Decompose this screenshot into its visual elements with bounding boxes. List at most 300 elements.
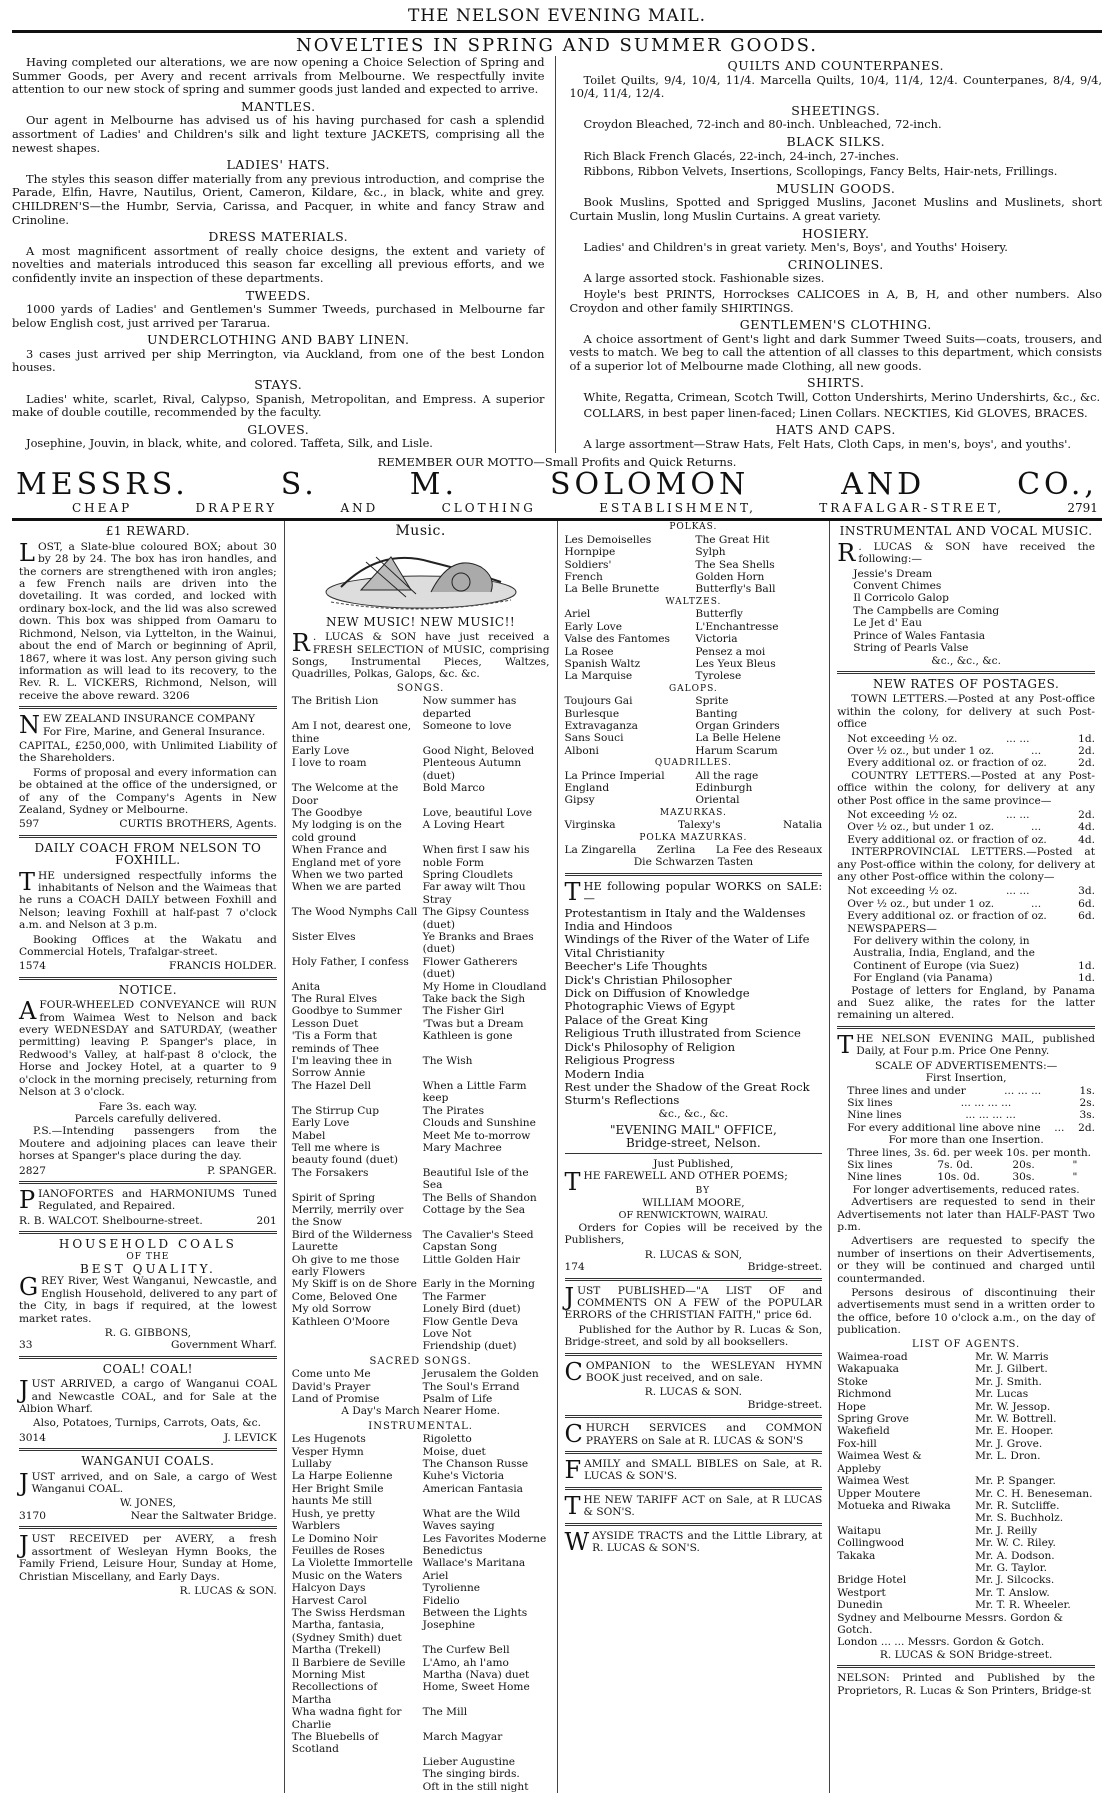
office-name: "EVENING MAIL" OFFICE, xyxy=(609,1123,777,1138)
divider xyxy=(19,1181,277,1184)
polka-item: Sylph xyxy=(695,546,726,559)
agent-place: Waimea West & Appleby xyxy=(837,1450,922,1475)
rate-dots: ... ... xyxy=(1005,808,1030,821)
advert-heading: UNDERCLOTHING AND BABY LINEN. xyxy=(147,332,410,348)
instrumental-item: Martha (Nava) duet xyxy=(422,1668,530,1681)
polka-item: Butterfly's Ball xyxy=(695,583,776,596)
agent-place: Waimea West xyxy=(837,1475,909,1488)
farewell-of: OF RENWICKTOWN, WAIRAU. xyxy=(618,1209,769,1221)
column-1 xyxy=(12,521,285,1793)
agents-lucas: R. LUCAS & SON Bridge-street. xyxy=(879,1648,1053,1661)
rate-dots: ... xyxy=(1031,821,1042,834)
waltzes-heading: WALTZES. xyxy=(665,596,722,607)
agents-heading: LIST OF AGENTS. xyxy=(912,1338,1021,1350)
rate: 1d. xyxy=(1078,972,1095,985)
advert-paragraph: The styles this season differ materially from any previous introduction, and comprise the Parade, Elfin, Havre, Nautilus, Orient, Cameron, Kildare, &c., in black, white and grey. CHILDREN'S—the Humbr, Servia, Carissa, and Pacquer, in white and fancy Straw and Crinoline. xyxy=(12,171,545,227)
agent-name: Mr. S. Buchholz. xyxy=(975,1512,1064,1525)
instrumental-item: Lullaby xyxy=(291,1458,332,1471)
notice-owner: P. SPANGER. xyxy=(207,1164,277,1177)
office-place: Bridge-street, Nelson. xyxy=(626,1135,761,1150)
advert-heading: CRINOLINES. xyxy=(787,256,884,272)
coach-text: HE undersigned respectfully informs the inhabitants of Nelson and the Waimeas that he runs a COACH DAILY between Foxhill and Nelson; leaving Foxhill at half-past 7 o'clock a.m. and Nelson at 3 p.m. xyxy=(19,869,277,932)
country-rate-row xyxy=(847,809,1095,821)
scale-row xyxy=(847,1085,1095,1097)
polka-mazurka-last: Die Schwarzen Tasten xyxy=(633,856,754,869)
ad-number: 3014 xyxy=(19,1431,46,1444)
divider xyxy=(19,1526,277,1529)
advert-right-column xyxy=(570,56,1103,453)
advert-heading: HATS AND CAPS. xyxy=(775,422,896,438)
agent-place: Stoke xyxy=(837,1375,868,1388)
coal-owner: J. LEVICK xyxy=(223,1431,277,1444)
song-item: I'm leaving thee in Sorrow Annie xyxy=(291,1055,392,1080)
agent-row xyxy=(837,1388,1095,1400)
divider xyxy=(19,1231,277,1234)
coal-text-2: Also, Potatoes, Turnips, Carrots, Oats, &c. xyxy=(33,1417,261,1430)
country-rate-row xyxy=(847,834,1095,846)
instrumental-item: Martha (Trekell) xyxy=(291,1644,381,1657)
galops-list xyxy=(565,695,823,757)
firm-name xyxy=(16,469,1098,501)
song-item: When first I saw his noble Form xyxy=(422,844,530,869)
advert-heading: STAYS. xyxy=(254,377,303,393)
solomon-advert xyxy=(12,56,1102,453)
instrumental-item: Halcyon Days xyxy=(291,1582,366,1595)
divider xyxy=(565,1487,823,1490)
rate-dots: ... ... ... xyxy=(1004,1084,1042,1097)
song-item: Meet Me to-morrow xyxy=(422,1129,531,1142)
newspapers-for: For delivery within the colony, in Australia, India, England, and the Continent of Europe (via Suez) xyxy=(853,935,1035,972)
instrumental-item: Benedictus xyxy=(422,1544,483,1557)
instrumental-item: The Bluebells of Scotland xyxy=(291,1731,379,1756)
song-item: The Wood Nymphs Call xyxy=(291,906,418,919)
agent-name: Mr. J. Smith. xyxy=(975,1375,1042,1388)
song-item: Lesson Duet xyxy=(291,1017,359,1030)
column-4 xyxy=(830,521,1102,1793)
agent-dots xyxy=(957,1450,975,1475)
advert-paragraph: A choice assortment of Gent's light and dark Summer Tweed Suits—coats, trousers, and vests to match. We beg to call the attention of all classes to this department, which consists of a superior lot of Melbourne made Clothing, all new goods. xyxy=(569,331,1102,373)
agent-place xyxy=(837,1512,957,1524)
new-music-heading: NEW MUSIC! NEW MUSIC!! xyxy=(326,614,516,629)
advert-motto: REMEMBER OUR MOTTO—Small Profits and Quick Returns. xyxy=(377,455,737,470)
interprovincial-rate-row xyxy=(847,910,1095,922)
insurance-text: Forms of proposal and every information can be obtained at the office of the undersigned, or of any of the Company's Agents in New Zealand, Sydney or Melbourne. xyxy=(19,766,277,816)
instrumental-item: Lieber Augustine xyxy=(422,1755,516,1768)
firm-sub-word: ESTABLISHMENT, xyxy=(599,501,756,516)
song-item: Spirit of Spring xyxy=(291,1191,376,1204)
galop-item: Organ Grinders xyxy=(695,719,780,732)
town-rate-row xyxy=(847,733,1095,745)
polka-item: The Great Hit xyxy=(695,533,770,546)
rate-value: 2s. xyxy=(1079,1096,1095,1109)
drop-cap: W xyxy=(564,1527,590,1556)
song-item: Clouds and Sunshine xyxy=(422,1117,536,1130)
ad-number: 201 xyxy=(256,1214,277,1227)
insurance-title: EW ZEALAND INSURANCE COMPANY xyxy=(43,713,255,726)
galop-item: Burlesque xyxy=(564,707,620,720)
rate-dots: ... ... ... ... xyxy=(960,1096,1012,1109)
drop-cap: G xyxy=(19,1273,39,1302)
song-item: Love, beautiful Love xyxy=(422,806,533,819)
drop-cap: T xyxy=(564,1168,581,1197)
advert-paragraph: Ladies' and Children's in great variety. Men's, Boys', and Youths' Hoisery. xyxy=(583,240,1008,255)
waltz-item: Tyrolese xyxy=(695,670,742,683)
longer-ads: For longer advertisements, reduced rates. xyxy=(852,1183,1080,1196)
hymn-text: UST RECEIVED per AVERY, a fresh assortment of Wesleyan Hymn Books, the Family Friend, Leisure Hour, Sunday at Home, Christian Miscellany, and Early Days. xyxy=(19,1533,277,1583)
coals-place: Government Wharf. xyxy=(171,1339,277,1352)
song-item: Cottage by the Sea xyxy=(422,1203,526,1216)
agent-place: Richmond xyxy=(837,1388,892,1401)
agent-name: Mr. W. Bottrell. xyxy=(975,1413,1057,1426)
instrumental-item: Hush, ye pretty Warblers xyxy=(291,1507,376,1533)
agent-dots xyxy=(957,1363,975,1375)
reward-text: OST, a Slate-blue coloured BOX; about 30 by 28 by 24. The box has iron handles, and the corners are strengthened with iron angles; a few French nails are driven into the dovetailing. It was corded, and locked with ordinary box-lock, and the lid was also screwed down. This box was shipped from Oamaru to Richmond, Nelson, via Lyttelton, in the Wainui, about the end of March or beginning of April, 1867, where it was lost. Any person giving such information as will lead to its recovery, to the Rev. R. L. VICKERS, Richmond, Nelson, will receive the above reward. xyxy=(19,540,277,702)
song-item: Someone to love xyxy=(422,720,512,733)
song-item xyxy=(292,1340,419,1352)
agent-place: Hope xyxy=(837,1400,866,1413)
work-item: Windings of the River of the Water of Life xyxy=(564,932,810,947)
instrumental-item: Ariel xyxy=(422,1569,449,1582)
rate-label: Not exceeding ½ oz. xyxy=(847,808,958,821)
mazurkas-heading: MAZURKAS. xyxy=(659,807,727,818)
polkas-heading: POLKAS. xyxy=(669,522,718,533)
song-item: The Stirrup Cup xyxy=(291,1104,379,1117)
instrumental-vocal-list xyxy=(837,568,1095,655)
quadrille-item: All the rage xyxy=(695,769,759,782)
advert-paragraph: Rich Black French Glacés, 22-inch, 24-inch, 27-inches. xyxy=(583,148,900,163)
songs-heading: SONGS. xyxy=(396,682,445,694)
firm-word: S. xyxy=(280,467,318,503)
song-item: I love to roam xyxy=(291,757,367,770)
divider xyxy=(565,1153,823,1154)
country-rate-row xyxy=(847,821,1095,833)
song-item: Ye Branks and Braes (duet) xyxy=(422,931,534,956)
instrumental-item: Martha, fantasia, (Sydney Smith) duet xyxy=(291,1619,402,1644)
firm-subtitle xyxy=(72,501,1098,515)
instrumental-item: La Violette Immortelle xyxy=(291,1557,413,1570)
drop-cap: P xyxy=(19,1185,36,1214)
drop-cap: T xyxy=(564,877,581,906)
work-item: Palace of the Great King xyxy=(564,1012,709,1027)
waltz-item: La Marquise xyxy=(564,670,633,683)
errors-text: UST PUBLISHED—"A LIST OF and COMMENTS ON A FEW of the POPULAR ERRORS of the CHRISTIAN FAITH," price 6d. xyxy=(564,1284,823,1322)
advert-paragraph: Josephine, Jouvin, in black, white, and colored. Taffeta, Silk, and Lisle. xyxy=(26,436,433,451)
scale-rates xyxy=(837,1085,1095,1135)
mazurka-item: Natalia xyxy=(782,819,823,832)
instrumental-item: The Chanson Russe xyxy=(422,1458,529,1471)
agent-dots xyxy=(957,1438,975,1450)
song-item: The Goodbye xyxy=(291,806,363,819)
galop-item: Alboni xyxy=(564,744,599,757)
agent-dots xyxy=(957,1537,975,1549)
wanganui-text: UST arrived, and on Sale, a cargo of West Wanganui COAL. xyxy=(31,1470,277,1496)
song-item: Early in the Morning xyxy=(422,1278,535,1291)
agent-name: Mr. T. R. Wheeler. xyxy=(975,1599,1071,1612)
instrumental-item: Wha wadna fight for Charlie xyxy=(291,1706,402,1731)
quadrilles-list xyxy=(565,770,823,807)
tariff-text: HE NEW TARIFF ACT on Sale, at R LUCAS & SON'S. xyxy=(583,1493,823,1519)
instrumental-item: Morning Mist xyxy=(291,1668,366,1681)
agent-dots xyxy=(957,1562,975,1574)
reward-title: £1 REWARD. xyxy=(105,524,191,539)
scale-row xyxy=(847,1109,1095,1121)
ad-number: 597 xyxy=(19,818,40,831)
song-item: The British Lion xyxy=(291,695,379,708)
galop-item: Sprite xyxy=(695,695,729,708)
agent-row xyxy=(837,1488,1095,1500)
rate-dots: ... ... xyxy=(1005,732,1030,745)
agent-place: Wakefield xyxy=(837,1425,890,1438)
music-intro: . LUCAS & SON have just received a FRESH SELECTION of MUSIC, comprising Songs, Instrumental Pieces, Waltzes, Quadrilles, Polkas, Galops, &c. &c. xyxy=(291,631,550,681)
works-intro: HE following popular WORKS on SALE:— xyxy=(583,878,823,906)
interprovincial-rate-row xyxy=(847,885,1095,897)
farewell-author: WILLIAM MOORE, xyxy=(642,1197,745,1210)
rate: 20s. xyxy=(1012,1158,1035,1171)
agent-place: Westport xyxy=(837,1586,886,1599)
advertiser-note-2: Advertisers are requested to specify the number of insertions on their Advertisements, or they will be continued and charged until countermanded. xyxy=(837,1235,1095,1285)
agent-name: Mr. W. Jessop. xyxy=(975,1400,1051,1413)
rate-label: Six lines xyxy=(847,1096,893,1109)
rate-label: Not exceeding ½ oz. xyxy=(847,885,958,898)
firm-sub-word: AND xyxy=(340,501,379,516)
firm-word: AND xyxy=(841,467,926,503)
drop-cap: C xyxy=(564,1357,583,1386)
song-item: The Hazel Dell xyxy=(291,1079,371,1092)
rate-label: For every additional line above nine xyxy=(847,1121,1041,1134)
waltzes-list xyxy=(565,608,823,682)
advert-paragraph: Having completed our alterations, we are now opening a Choice Selection of Spring and Summer Goods, per Avery and recent arrivals from Melbourne. We respectfully invite attention to our new stock of spring and summer goods just landed and expected to arrive. xyxy=(12,55,545,97)
country-rates xyxy=(837,809,1095,846)
song-item: Holy Father, I confess xyxy=(291,955,409,968)
agent-row xyxy=(837,1475,1095,1487)
song-item: When we are parted xyxy=(291,881,402,894)
advert-paragraph: 3 cases just arrived per ship Merrington, via Auckland, from one of the best London houses. xyxy=(12,346,545,375)
rate-label: Every additional oz. or fraction of oz. xyxy=(847,833,1047,846)
quadrille-item: Edinburgh xyxy=(695,781,753,794)
companion-place: Bridge-street. xyxy=(747,1398,823,1411)
works-list xyxy=(565,907,823,1108)
polka-mazurka-item: Zerlina xyxy=(656,844,696,856)
companion-text: OMPANION to the WESLEYAN HYMN BOOK just received, and on sale. xyxy=(585,1359,823,1385)
insurance-agent: CURTIS BROTHERS, Agents. xyxy=(119,818,277,831)
song-item: Friendship (duet) xyxy=(422,1340,517,1353)
song-item: The Cavalier's Steed xyxy=(422,1228,534,1241)
agent-place: Waitapu xyxy=(837,1524,882,1537)
song-item: Sister Elves xyxy=(291,931,356,943)
instrumental-item: La Harpe Eolienne xyxy=(291,1470,393,1483)
drop-cap: C xyxy=(564,1420,583,1449)
drop-cap: J xyxy=(19,1531,29,1560)
waltz-item: Valse des Fantomes xyxy=(564,633,670,646)
scale-row xyxy=(847,1122,1095,1134)
sacred-heading: SACRED SONGS. xyxy=(369,1355,472,1367)
song-item: Merrily, merrily over the Snow xyxy=(291,1203,404,1229)
insurance-capital: CAPITAL, £250,000, with Unlimited Liability of the Shareholders. xyxy=(19,739,277,765)
galop-item: Toujours Gai xyxy=(564,695,633,708)
agent-name: Mr. T. Anslow. xyxy=(975,1586,1050,1599)
rate: 30s. xyxy=(1012,1171,1035,1184)
firm-word: MESSRS. xyxy=(16,467,189,503)
divider xyxy=(565,1451,823,1454)
rate-value: 6d. xyxy=(1078,910,1095,923)
agent-dots xyxy=(957,1351,975,1363)
song-item: Plenteous Autumn (duet) xyxy=(422,757,522,782)
coals-owner: R. G. GIBBONS, xyxy=(104,1327,191,1339)
agent-dots xyxy=(957,1388,975,1400)
rate: 10s. 0d. xyxy=(937,1171,980,1184)
song-item: Kathleen is gone xyxy=(422,1030,513,1043)
song-item: Beautiful Isle of the Sea xyxy=(422,1166,529,1192)
drop-cap: T xyxy=(564,1491,581,1520)
church-text: HURCH SERVICES and COMMON PRAYERS on Sale at R. LUCAS & SON'S xyxy=(585,1422,823,1447)
song-item: Lonely Bird (duet) xyxy=(422,1303,521,1316)
instrumental-item: Fidelio xyxy=(422,1594,460,1607)
songs-list xyxy=(292,695,550,1353)
agent-row xyxy=(837,1599,1095,1611)
drop-cap: F xyxy=(564,1456,582,1485)
firm-sub-number: 2791 xyxy=(1067,501,1098,516)
agent-dots xyxy=(957,1574,975,1586)
rate-dots: ... xyxy=(1031,744,1042,757)
rate-value: 1s. xyxy=(1079,1084,1095,1097)
agent-dots xyxy=(957,1512,975,1524)
work-item: Rest under the Shadow of the Great Rock xyxy=(564,1079,810,1094)
divider xyxy=(19,706,277,709)
agent-row xyxy=(837,1351,1095,1363)
music-piece-item: Il Corricolo Galop xyxy=(853,592,949,605)
agent-row xyxy=(837,1425,1095,1437)
song-item: Kathleen O'Moore xyxy=(291,1315,390,1328)
quadrille-item: Oriental xyxy=(695,794,740,807)
instrumental-intro: . LUCAS & SON have received the following:— xyxy=(858,540,1095,566)
drop-cap: R xyxy=(291,629,310,658)
errors-text-2: Published for the Author by R. Lucas & Son, Bridge-street, and sold by all booksellers. xyxy=(564,1323,823,1349)
polka-item: The Sea Shells xyxy=(695,558,775,571)
divider xyxy=(565,1415,823,1418)
rate: 7s. 0d. xyxy=(937,1158,974,1171)
scale-heading: SCALE OF ADVERTISEMENTS:— xyxy=(874,1059,1058,1072)
advert-paragraph: A large assorted stock. Fashionable sizes. xyxy=(583,271,825,286)
town-rate-row xyxy=(847,745,1095,757)
agent-place: Motueka and Riwaka xyxy=(837,1499,951,1512)
notice-fare: Fare 3s. each way. xyxy=(98,1100,198,1113)
town-rates xyxy=(837,733,1095,770)
mazurkas-list xyxy=(565,819,823,831)
work-item: Religious Progress xyxy=(564,1053,675,1068)
song-item: Tell me where is beauty found (duet) xyxy=(291,1141,399,1167)
polkas-list xyxy=(565,534,823,596)
song-item: When we two parted xyxy=(291,868,404,881)
agents-london: London ... ... Messrs. Gordon & Gotch. xyxy=(837,1636,1045,1649)
rate-label: Over ½ oz., but under 1 oz. xyxy=(847,897,995,910)
rate-dots: ... ... xyxy=(1005,885,1030,898)
advert-paragraph: COLLARS, in best paper linen-faced; Linen Collars. NECKTIES, Kid GLOVES, BRACES. xyxy=(583,405,1088,420)
polka-item: Soldiers' xyxy=(564,558,612,571)
notice-ps: P.S.—Intending passengers from the Moutere and adjoining places can leave their horses at Spanger's place during the day. xyxy=(19,1125,277,1163)
coal-text: UST ARRIVED, a cargo of Wanganui COAL and Newcastle COAL, and for Sale at the Albion Wharf. xyxy=(19,1378,277,1416)
advert-paragraph: Hoyle's best PRINTS, Horrockses CALICOES in A, B, H, and other numbers. Also Croydon and other family SHIRTINGS. xyxy=(569,286,1102,315)
divider xyxy=(19,1448,277,1451)
interprovincial-rates xyxy=(837,885,1095,922)
advert-heading: GENTLEMEN'S CLOTHING. xyxy=(739,317,932,333)
polka-item: Golden Horn xyxy=(695,571,765,584)
song-item: My Home in Cloudland xyxy=(422,980,547,993)
galop-item: La Belle Helene xyxy=(695,732,781,745)
rate-dots: ... xyxy=(1031,897,1042,910)
ad-number: 3206 xyxy=(162,689,190,702)
instrumental-item: Moise, duet xyxy=(422,1445,486,1458)
firm-word: SOLOMON xyxy=(549,467,750,503)
column-3 xyxy=(558,521,831,1793)
firm-sub-word: TRAFALGAR-STREET, xyxy=(819,501,1005,516)
rate-value: 3d. xyxy=(1078,885,1095,898)
six-lines: Six lines xyxy=(847,1158,893,1171)
rate-dots xyxy=(1047,910,1078,922)
divider xyxy=(19,977,277,980)
music-piece-item: Le Jet d' Eau xyxy=(853,617,922,630)
companion-seller: R. LUCAS & SON. xyxy=(644,1386,742,1399)
divider xyxy=(565,1353,823,1356)
masthead: THE NELSON EVENING MAIL. xyxy=(407,6,707,26)
song-item: My old Sorrow xyxy=(291,1303,372,1316)
agent-name: Mr. R. Sutcliffe. xyxy=(975,1499,1060,1512)
instrumental-item: The Mill xyxy=(422,1706,468,1719)
advert-paragraph: 1000 yards of Ladies' and Gentlemen's Summer Tweeds, purchased in Melbourne far below English cost, just arrived per Tararua. xyxy=(12,302,545,330)
rate-dots: ... xyxy=(1054,1121,1065,1134)
advert-paragraph: A large assortment—Straw Hats, Felt Hats, Cloth Caps, in men's, boys', and youths'. xyxy=(583,436,1072,451)
agent-name: Mr. W. Marris xyxy=(975,1351,1049,1364)
song-item: 'Tis a Form that reminds of Thee xyxy=(291,1030,380,1055)
instrumental-item: Wallace's Maritana xyxy=(422,1557,526,1570)
song-item: The Welcome at the Door xyxy=(291,782,399,807)
agent-dots xyxy=(957,1475,975,1487)
agent-dots xyxy=(957,1500,975,1512)
agent-place: Upper Moutere xyxy=(837,1487,921,1500)
galop-item: Banting xyxy=(695,707,738,720)
song-item: My Skiff is on de Shore xyxy=(291,1278,417,1291)
work-item: Sturm's Reflections xyxy=(564,1093,680,1108)
agent-place: Collingwood xyxy=(837,1537,905,1550)
agent-row xyxy=(837,1587,1095,1599)
agent-place: Dunedin xyxy=(837,1599,883,1612)
agent-dots xyxy=(957,1401,975,1413)
rate-value: 4d. xyxy=(1078,833,1095,846)
sacred-song-item: Come unto Me xyxy=(291,1368,371,1381)
work-item: Dick on Diffusion of Knowledge xyxy=(564,986,750,1001)
song-item: Now summer has departed xyxy=(422,695,517,720)
advert-heading: MANTLES. xyxy=(240,98,316,114)
song-item: Early Love xyxy=(291,1117,350,1130)
agent-place: Waimea-road xyxy=(837,1351,908,1364)
rate-label: Over ½ oz., but under 1 oz. xyxy=(847,744,995,757)
advert-heading: DRESS MATERIALS. xyxy=(208,229,349,245)
song-item: Flow Gentle Deva xyxy=(422,1315,519,1328)
song-item: The Farmer xyxy=(422,1290,486,1303)
polka-item: La Belle Brunette xyxy=(564,583,660,596)
rate-value: 6d. xyxy=(1078,897,1095,910)
song-item: The Bells of Shandon xyxy=(422,1191,537,1204)
sacred-song-item: Land of Promise xyxy=(291,1393,380,1406)
agent-dots xyxy=(957,1550,975,1562)
farewell-place: Bridge-street. xyxy=(747,1261,823,1274)
ad-number: 2827 xyxy=(19,1164,46,1177)
instrumental-item xyxy=(292,1756,419,1768)
agents-list xyxy=(837,1351,1095,1612)
coals-text: REY River, West Wanganui, Newcastle, and English Household, delivered to any part of the City, in bags if required, at the lowest market rates. xyxy=(19,1275,277,1325)
song-item: When a Little Farm keep xyxy=(422,1079,527,1105)
farewell-orders: Orders for Copies will be received by the Publishers, xyxy=(564,1221,823,1247)
column-2 xyxy=(285,521,558,1793)
